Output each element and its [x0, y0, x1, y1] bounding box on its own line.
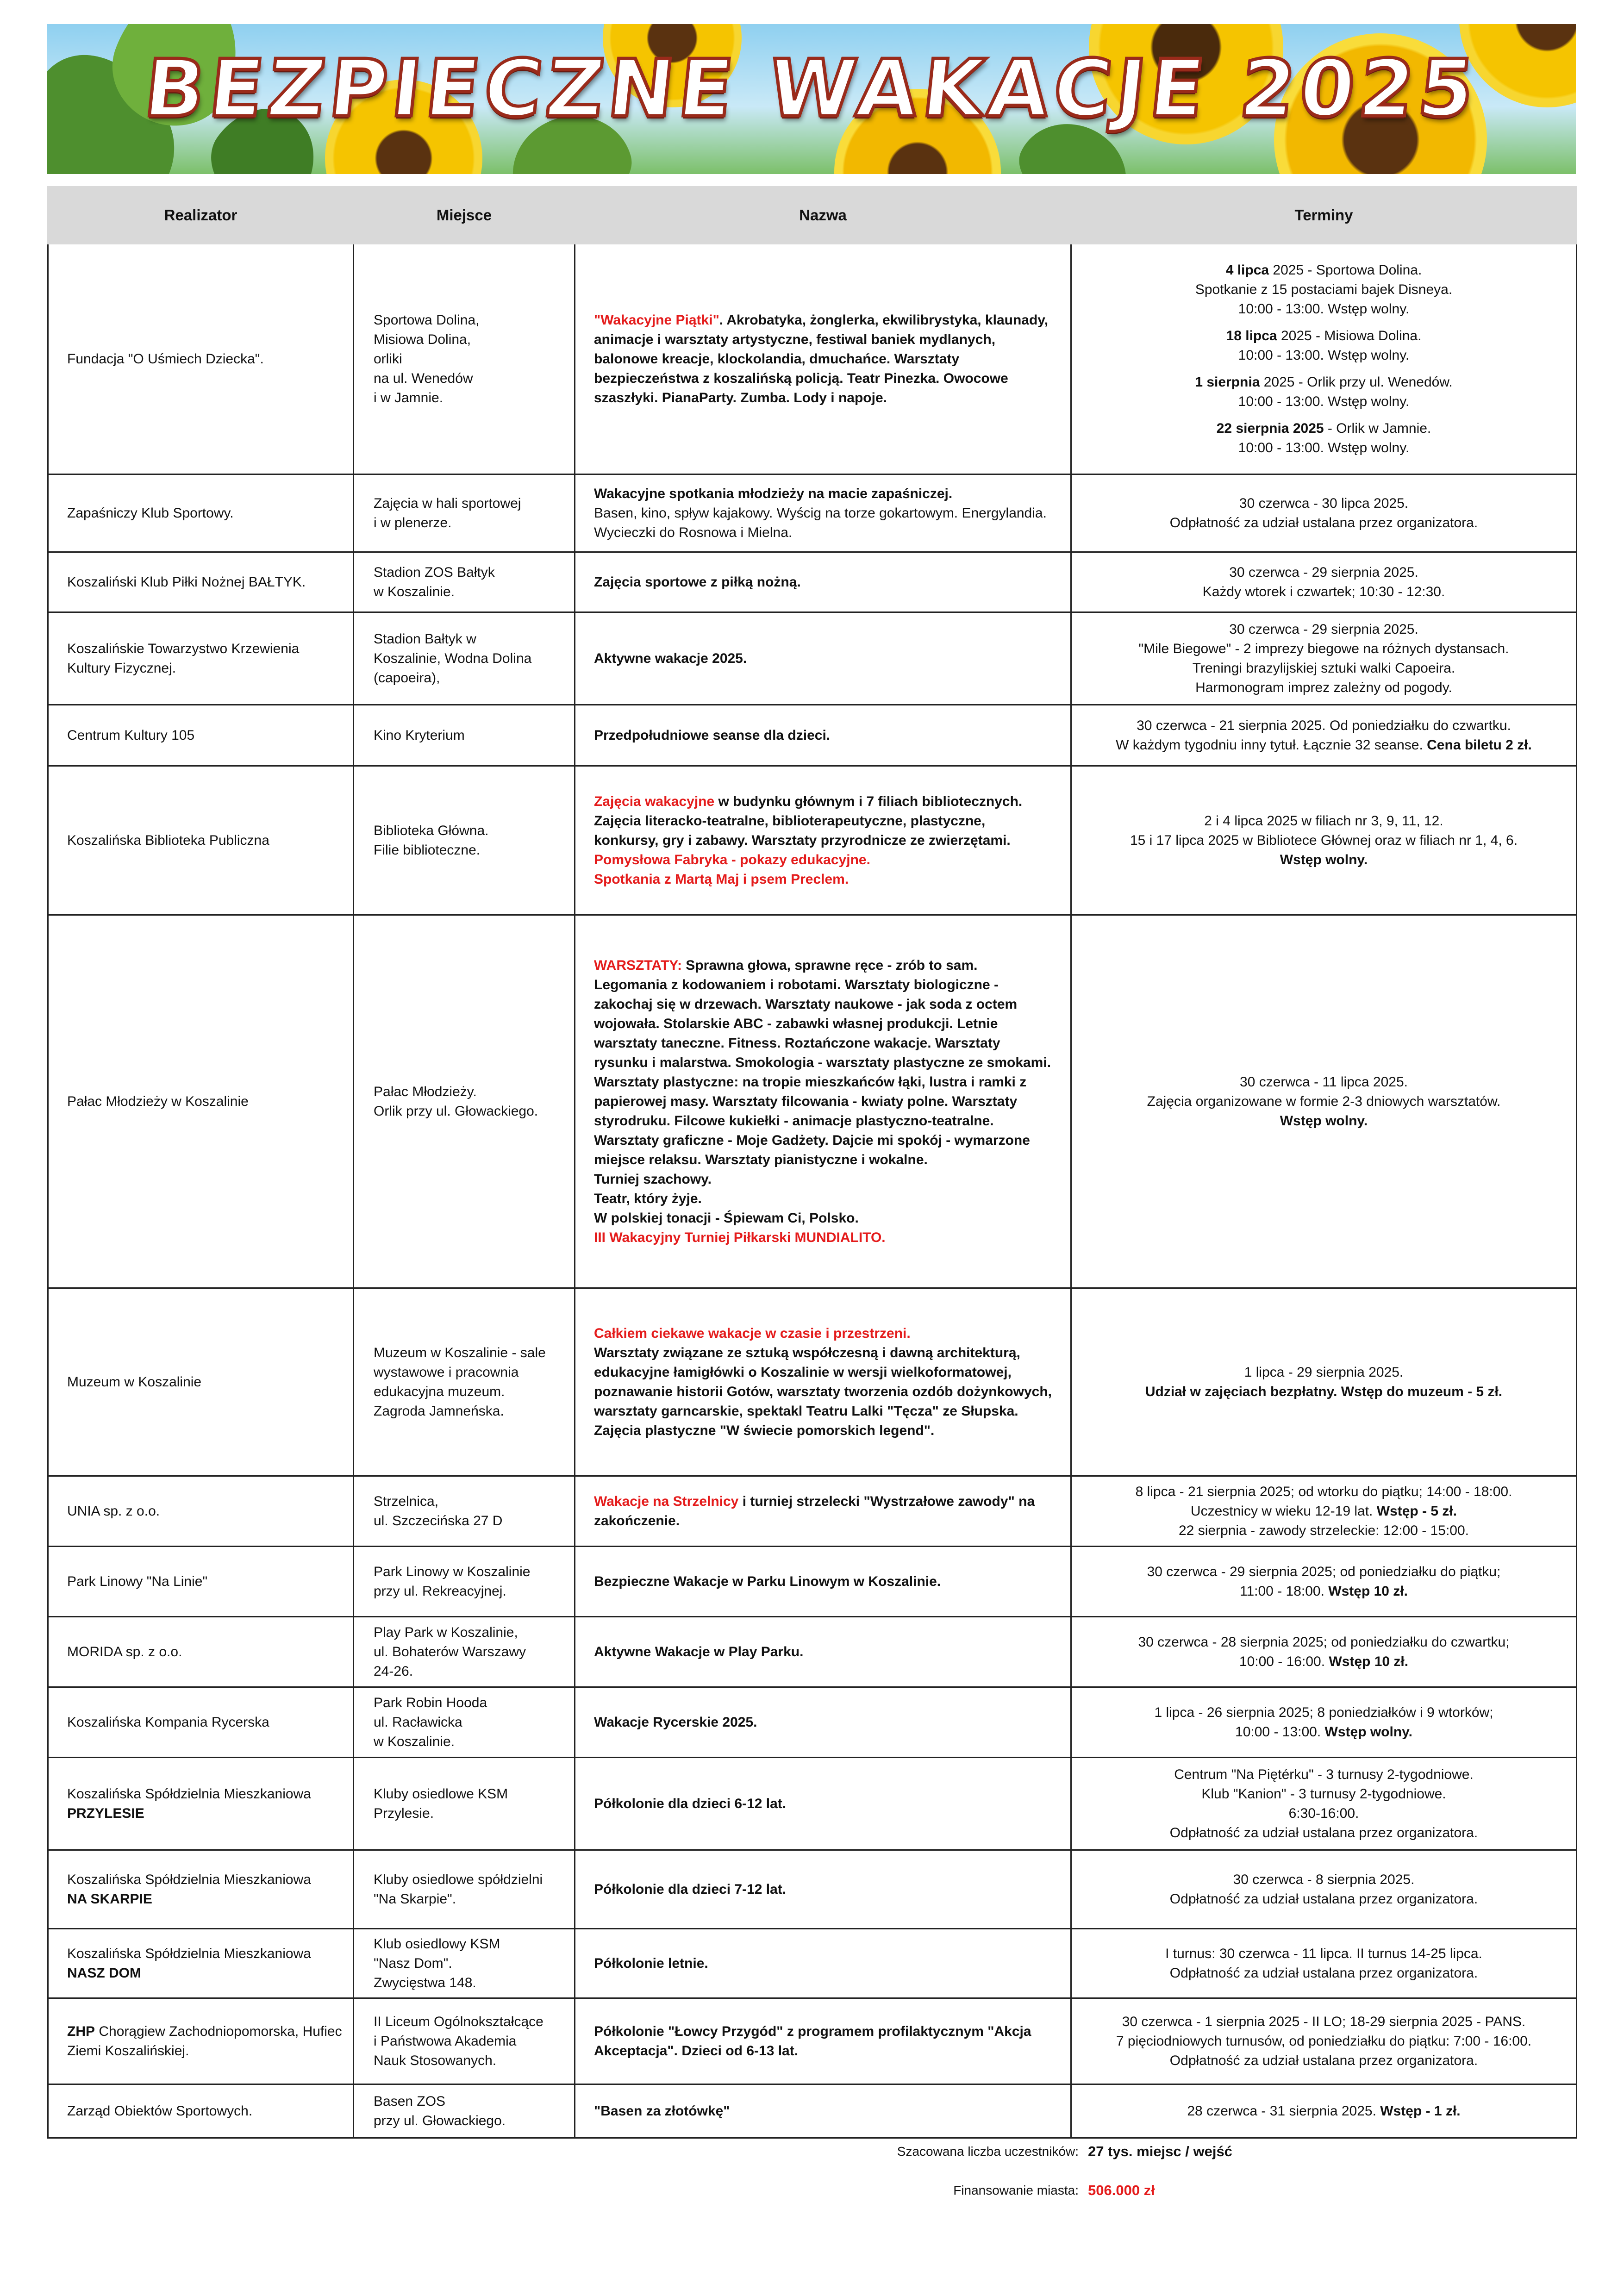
miejsce-line: ul. Bohaterów Warszawy [374, 1644, 526, 1660]
realizator-prefix: ZHP [67, 2023, 95, 2039]
terminy-paragraph [1078, 494, 1569, 533]
miejsce-line: Play Park w Koszalinie, [374, 1624, 518, 1640]
miejsce-line: Basen ZOS [374, 2093, 446, 2109]
table-row [48, 2084, 1577, 2138]
text-segment: Wstęp 10 zł. [1328, 1583, 1408, 1599]
terminy-paragraph [1078, 373, 1569, 412]
text-segment: 2025 - Sportowa Dolina. [1269, 262, 1422, 278]
text-segment: 6:30-16:00. [1288, 1805, 1359, 1821]
cell-realizator [48, 1288, 354, 1476]
realizator-name: Zapaśniczy Klub Sportowy. [67, 505, 234, 521]
realizator-name: UNIA sp. z o.o. [67, 1503, 160, 1519]
realizator-name: Zarząd Obiektów Sportowych. [67, 2103, 253, 2119]
miejsce-line: Kluby osiedlowe spółdzielni [374, 1872, 543, 1887]
table-row [48, 705, 1577, 766]
cell-nazwa [575, 1617, 1071, 1687]
text-segment: Całkiem ciekawe wakacje w czasie i przestrzeni. [594, 1325, 911, 1341]
text-segment: "Basen za złotówkę" [594, 2103, 730, 2119]
funding-label: Finansowanie miasta: [953, 2183, 1079, 2197]
table-row [48, 1687, 1577, 1758]
miejsce-line: Pałac Młodzieży. [374, 1084, 477, 1099]
text-segment: 30 czerwca - 29 sierpnia 2025. [1229, 564, 1418, 580]
terminy-paragraph [1078, 419, 1569, 458]
text-segment: Warsztaty związane ze sztuką współczesną i dawną architekturą, edukacyjne łamigłówki o Koszalinie w wersji wielkoformatowej, poznawanie historii Gotów, warsztaty tworzenia ozdób dożynkowych, warsztaty garncarskie, spektakl Teatru Lalki "Tęcza" ze Słupska. Zajęcia plastyczne "W świecie pomorskich legend". [594, 1345, 1052, 1438]
text-segment: Basen, kino, spływ kajakowy. Wyścig na torze gokartowym. Energylandia. Wycieczki do Rosnowa i Mielna. [594, 505, 1047, 540]
miejsce-line: Koszalinie, Wodna Dolina [374, 650, 532, 666]
text-segment: 2025 - Orlik przy ul. Wenedów. [1260, 374, 1453, 390]
realizator-name: Koszalińskie Towarzystwo Krzewienia Kultury Fizycznej. [67, 641, 300, 676]
text-segment: Półkolonie letnie. [594, 1955, 708, 1971]
events-table [47, 186, 1577, 2139]
miejsce-line: Muzeum w Koszalinie - sale [374, 1345, 546, 1360]
text-segment: Wakacje Rycerskie 2025. [594, 1714, 757, 1730]
realizator-name: Koszalińska Spółdzielnia Mieszkaniowa [67, 1872, 311, 1887]
funding-value: 506.000 zł [1088, 2182, 1155, 2198]
text-segment: 30 czerwca - 29 sierpnia 2025. [1229, 621, 1418, 637]
cell-realizator [48, 766, 354, 915]
text-segment: Turniej szachowy. [594, 1171, 712, 1187]
cell-realizator [48, 1687, 354, 1758]
text-segment: Odpłatność za udział ustalana przez organizatora. [1169, 1825, 1478, 1841]
text-segment: Udział w zajęciach bezpłatny. Wstęp do muzeum - 5 zł. [1145, 1384, 1503, 1399]
cell-miejsce [354, 612, 575, 705]
miejsce-line: ul. Szczecińska 27 D [374, 1513, 503, 1529]
realizator-name: Koszalińska Spółdzielnia Mieszkaniowa [67, 1786, 311, 1802]
text-segment: Wstęp - 5 zł. [1376, 1503, 1457, 1519]
cell-terminy [1071, 1687, 1577, 1758]
cell-miejsce [354, 1758, 575, 1850]
terminy-paragraph [1078, 261, 1569, 319]
text-segment: Półkolonie dla dzieci 7-12 lat. [594, 1881, 787, 1897]
miejsce-line: Misiowa Dolina, [374, 331, 471, 347]
text-segment: Harmonogram imprez zależny od pogody. [1195, 680, 1452, 695]
cell-realizator [48, 915, 354, 1288]
cell-nazwa [575, 244, 1071, 474]
text-segment: Każdy wtorek i czwartek; 10:30 - 12:30. [1202, 584, 1445, 599]
miejsce-line: Biblioteka Główna. [374, 823, 489, 838]
terminy-paragraph [1078, 1562, 1569, 1601]
text-segment: i turniej strzelecki "Wystrzałowe zawody" na zakończenie. [594, 1493, 1035, 1529]
miejsce-line: Nauk Stosowanych. [374, 2053, 497, 2068]
miejsce-line: Filie biblioteczne. [374, 842, 481, 858]
text-segment: "Wakacyjne Piątki" [594, 312, 719, 328]
text-segment: 30 czerwca - 21 sierpnia 2025. Od poniedziałku do czwartku. [1137, 718, 1511, 733]
miejsce-line: Zagroda Jamneńska. [374, 1403, 504, 1419]
miejsce-line: Park Linowy w Koszalinie [374, 1564, 531, 1579]
text-segment: Odpłatność za udział ustalana przez organizatora. [1169, 2053, 1478, 2068]
cell-nazwa [575, 2084, 1071, 2138]
miejsce-line: przy ul. Głowackiego. [374, 2113, 506, 2128]
terminy-paragraph [1078, 811, 1569, 870]
text-segment: Zajęcia sportowe z piłką nożną. [594, 574, 801, 590]
table-header-row [48, 187, 1577, 244]
realizator-name: Koszaliński Klub Piłki Nożnej BAŁTYK. [67, 574, 306, 590]
text-segment: Klub "Kanion" - 3 turnusy 2-tygodniowe. [1201, 1786, 1446, 1802]
miejsce-line: Sportowa Dolina, [374, 312, 480, 328]
cell-nazwa [575, 1850, 1071, 1929]
terminy-paragraph [1078, 1870, 1569, 1909]
text-segment: 30 czerwca - 11 lipca 2025. [1240, 1074, 1408, 1090]
text-segment: Sprawna głowa, sprawne ręce - zrób to sam. Legomania z kodowaniem i robotami. Warsztaty biologiczne - zakochaj się w drzewach. Warsztaty naukowe - jak soda z octem wojowała. Stolarskie ABC - zabawki własnej produkcji. Letnie warsztaty taneczne. Fitness. Roztańczone wakacje. Warsztaty rysunku i malarstwa. Smokologia - warsztaty plastyczne ze smokami. Warsztaty plastyczne: na tropie mieszkańców łąki, lustra i ramki z papierowej masy. Warsztaty filcowania - kwiaty polne. Warsztaty styrodruku. Filcowe kukiełki - animacje plastyczno-teatralne. Warsztaty graficzne - Moje Gadżety. Dajcie mi spokój - wymarzone miejsce relaksu. Warsztaty pianistyczne i wokalne. [594, 957, 1051, 1167]
text-segment: 22 sierpnia 2025 [1216, 420, 1324, 436]
text-segment: 15 i 17 lipca 2025 w Bibliotece Głównej oraz w filiach nr 1, 4, 6. [1130, 832, 1518, 848]
text-segment: 30 czerwca - 1 sierpnia 2025 - II LO; 18-29 sierpnia 2025 - PANS. [1122, 2014, 1526, 2029]
text-segment: 10:00 - 13:00. Wstęp wolny. [1238, 301, 1410, 317]
terminy-paragraph [1078, 2012, 1569, 2071]
text-segment: Półkolonie dla dzieci 6-12 lat. [594, 1796, 787, 1811]
table-row [48, 1850, 1577, 1929]
table-row [48, 552, 1577, 612]
realizator-name-bold: PRZYLESIE [67, 1805, 144, 1821]
text-segment: Odpłatność za udział ustalana przez organizatora. [1169, 1965, 1478, 1981]
miejsce-line: "Na Skarpie". [374, 1891, 456, 1907]
terminy-paragraph [1078, 1482, 1569, 1541]
cell-nazwa [575, 1687, 1071, 1758]
cell-nazwa [575, 612, 1071, 705]
text-segment: 28 czerwca - 31 sierpnia 2025. [1187, 2103, 1380, 2119]
miejsce-line: Stadion ZOS Bałtyk [374, 564, 495, 580]
table-row [48, 1288, 1577, 1476]
miejsce-line: wystawowe i pracownia [374, 1364, 519, 1380]
table-row [48, 612, 1577, 705]
cell-miejsce [354, 1998, 575, 2084]
text-segment: Aktywne wakacje 2025. [594, 650, 747, 666]
realizator-name: MORIDA sp. z o.o. [67, 1644, 182, 1660]
table-row [48, 1547, 1577, 1617]
text-segment: Wstęp wolny. [1280, 852, 1368, 867]
text-segment: 4 lipca [1225, 262, 1269, 278]
text-segment: 2025 - Misiowa Dolina. [1277, 328, 1422, 343]
cell-realizator [48, 1476, 354, 1547]
realizator-name-bold: NASZ DOM [67, 1965, 141, 1981]
cell-nazwa [575, 552, 1071, 612]
cell-miejsce [354, 1288, 575, 1476]
cell-realizator [48, 705, 354, 766]
text-segment: Centrum "Na Piętérku" - 3 turnusy 2-tygodniowe. [1174, 1766, 1474, 1782]
cell-terminy [1071, 552, 1577, 612]
text-segment: Odpłatność za udział ustalana przez organizatora. [1169, 1891, 1478, 1907]
table-row [48, 1929, 1577, 1998]
text-segment: W polskiej tonacji - Śpiewam Ci, Polsko. [594, 1210, 859, 1226]
table-row [48, 766, 1577, 915]
cell-miejsce [354, 1617, 575, 1687]
text-segment: - Orlik w Jamnie. [1324, 420, 1431, 436]
miejsce-line: Park Robin Hooda [374, 1695, 487, 1710]
column-header-terminy: Terminy [1071, 187, 1577, 244]
text-segment: Wakacje na Strzelnicy [594, 1493, 739, 1509]
text-segment: 30 czerwca - 29 sierpnia 2025; od poniedziałku do piątku; [1147, 1564, 1501, 1579]
participants-label: Szacowana liczba uczestników: [897, 2144, 1079, 2159]
realizator-name: Fundacja "O Uśmiech Dziecka". [67, 351, 264, 367]
cell-realizator [48, 1929, 354, 1998]
cell-terminy [1071, 2084, 1577, 2138]
realizator-name: Muzeum w Koszalinie [67, 1374, 202, 1390]
miejsce-line: Kino Kryterium [374, 727, 465, 743]
cell-nazwa [575, 1998, 1071, 2084]
text-segment: Odpłatność za udział ustalana przez organizatora. [1169, 515, 1478, 530]
text-segment: III Wakacyjny Turniej Piłkarski MUNDIALITO. [594, 1229, 886, 1245]
text-segment: Wstęp - 1 zł. [1380, 2103, 1461, 2119]
miejsce-line: Orlik przy ul. Głowackiego. [374, 1103, 538, 1119]
realizator-name: Park Linowy "Na Linie" [67, 1573, 208, 1589]
text-segment: 10:00 - 16:00. [1239, 1653, 1329, 1669]
text-segment: 10:00 - 13:00. Wstęp wolny. [1238, 393, 1410, 409]
cell-nazwa [575, 1929, 1071, 1998]
cell-nazwa [575, 766, 1071, 915]
table-row [48, 1758, 1577, 1850]
miejsce-line: II Liceum Ogólnokształcące [374, 2014, 543, 2029]
cell-miejsce [354, 1687, 575, 1758]
terminy-paragraph [1078, 1703, 1569, 1742]
miejsce-line: przy ul. Rekreacyjnej. [374, 1583, 506, 1599]
terminy-paragraph [1078, 1944, 1569, 1983]
text-segment: 8 lipca - 21 sierpnia 2025; od wtorku do piątku; 14:00 - 18:00. [1135, 1484, 1512, 1499]
terminy-paragraph [1078, 326, 1569, 365]
text-segment: Wakacyjne spotkania młodzieży na macie zapaśniczej. [594, 486, 953, 501]
cell-terminy [1071, 244, 1577, 474]
miejsce-line: i Państwowa Akademia [374, 2033, 517, 2049]
text-segment: 11:00 - 18:00. [1240, 1583, 1329, 1599]
cell-terminy [1071, 1547, 1577, 1617]
cell-realizator [48, 1547, 354, 1617]
text-segment: w budynku głównym i 7 filiach bibliotecznych. Zajęcia literacko-teatralne, biblioterapeutyczne, plastyczne, konkursy, gry i zabawy. Warsztaty przyrodnicze ze zwierzętami. [594, 793, 1023, 848]
miejsce-line: i w plenerze. [374, 515, 452, 530]
text-segment: 30 czerwca - 30 lipca 2025. [1239, 495, 1409, 511]
text-segment: Zajęcia wakacyjne [594, 793, 715, 809]
cell-miejsce [354, 552, 575, 612]
miejsce-line: na ul. Wenedów [374, 370, 473, 386]
cell-miejsce [354, 1476, 575, 1547]
terminy-paragraph [1078, 563, 1569, 602]
column-header-nazwa: Nazwa [575, 187, 1071, 244]
text-segment: 10:00 - 13:00. Wstęp wolny. [1238, 347, 1410, 363]
table-row [48, 244, 1577, 474]
cell-terminy [1071, 915, 1577, 1288]
cell-miejsce [354, 1547, 575, 1617]
realizator-name-bold: NA SKARPIE [67, 1891, 152, 1907]
miejsce-line: w Koszalinie. [374, 584, 455, 599]
cell-realizator [48, 612, 354, 705]
text-segment: Bezpieczne Wakacje w Parku Linowym w Koszalinie. [594, 1573, 941, 1589]
cell-terminy [1071, 1476, 1577, 1547]
text-segment: Pomysłowa Fabryka - pokazy edukacyjne. [594, 852, 870, 867]
text-segment: 1 lipca - 26 sierpnia 2025; 8 poniedziałków i 9 wtorków; [1154, 1704, 1493, 1720]
miejsce-line: Zwycięstwa 148. [374, 1975, 476, 1990]
cell-terminy [1071, 1288, 1577, 1476]
table-row [48, 1998, 1577, 2084]
text-segment: Spotkania z Martą Maj i psem Preclem. [594, 871, 849, 887]
column-header-miejsce: Miejsce [354, 187, 575, 244]
text-segment: Półkolonie "Łowcy Przygód" z programem profilaktycznym "Akcja Akceptacja". Dzieci od 6-13 lat. [594, 2023, 1031, 2059]
cell-realizator [48, 244, 354, 474]
table-row [48, 915, 1577, 1288]
cell-terminy [1071, 766, 1577, 915]
text-segment: 10:00 - 13:00. [1235, 1724, 1325, 1740]
text-segment: 10:00 - 13:00. Wstęp wolny. [1238, 440, 1410, 455]
miejsce-line: Strzelnica, [374, 1493, 439, 1509]
text-segment: Treningi brazylijskiej sztuki walki Capoeira. [1192, 660, 1455, 676]
miejsce-line: (capoeira), [374, 670, 440, 686]
cell-realizator [48, 1758, 354, 1850]
miejsce-line: Przylesie. [374, 1805, 434, 1821]
text-segment: Aktywne Wakacje w Play Parku. [594, 1644, 804, 1660]
miejsce-line: w Koszalinie. [374, 1734, 455, 1749]
realizator-name: Chorągiew Zachodniopomorska, Hufiec Ziemi Koszalińskiej. [67, 2023, 342, 2059]
text-segment: Przedpołudniowe seanse dla dzieci. [594, 727, 831, 743]
participants-value: 27 tys. miejsc / wejść [1088, 2143, 1232, 2159]
terminy-paragraph [1078, 1073, 1569, 1131]
cell-terminy [1071, 1617, 1577, 1687]
cell-nazwa [575, 474, 1071, 552]
realizator-name: Centrum Kultury 105 [67, 727, 195, 743]
cell-terminy [1071, 1758, 1577, 1850]
cell-miejsce [354, 915, 575, 1288]
text-segment: 2 i 4 lipca 2025 w filiach nr 3, 9, 11, 12. [1204, 813, 1443, 829]
cell-miejsce [354, 1929, 575, 1998]
miejsce-line: edukacyjna muzeum. [374, 1384, 505, 1399]
column-header-realizator: Realizator [48, 187, 354, 244]
text-segment: "Mile Biegowe" - 2 imprezy biegowe na różnych dystansach. [1138, 641, 1509, 656]
cell-miejsce [354, 474, 575, 552]
cell-miejsce [354, 2084, 575, 2138]
cell-nazwa [575, 1476, 1071, 1547]
text-segment: 30 czerwca - 28 sierpnia 2025; od poniedziałku do czwartku; [1138, 1634, 1510, 1650]
cell-nazwa [575, 1758, 1071, 1850]
cell-realizator [48, 474, 354, 552]
cell-miejsce [354, 244, 575, 474]
cell-terminy [1071, 1929, 1577, 1998]
text-segment: 30 czerwca - 8 sierpnia 2025. [1233, 1872, 1415, 1887]
realizator-name: Pałac Młodzieży w Koszalinie [67, 1093, 249, 1109]
cell-miejsce [354, 1850, 575, 1929]
cell-terminy [1071, 1998, 1577, 2084]
cell-miejsce [354, 766, 575, 915]
table-row [48, 1476, 1577, 1547]
text-segment: 1 sierpnia [1195, 374, 1260, 390]
text-segment: 18 lipca [1226, 328, 1277, 343]
realizator-name: Koszalińska Spółdzielnia Mieszkaniowa [67, 1946, 311, 1961]
text-segment: . Akrobatyka, żonglerka, ekwilibrystyka, klaunady, animacje i warsztaty artystyczne, festiwal baniek mydlanych, balonowe kreacje, klockolandia, dmuchańce. Warsztaty bezpieczeństwa z koszalińską policją. Teatr Pinezka. Owocowe szaszłyki. PianaParty. Zumba. Lody i napoje. [594, 312, 1049, 406]
cell-nazwa [575, 915, 1071, 1288]
text-segment: Teatr, który żyje. [594, 1191, 702, 1206]
text-segment: Uczestnicy w wieku 12-19 lat. [1190, 1503, 1377, 1519]
cell-realizator [48, 2084, 354, 2138]
cell-terminy [1071, 705, 1577, 766]
terminy-paragraph [1078, 620, 1569, 698]
text-segment: Cena biletu 2 zł. [1427, 737, 1532, 753]
text-segment: Wstęp 10 zł. [1329, 1653, 1409, 1669]
realizator-name: Koszalińska Kompania Rycerska [67, 1714, 269, 1730]
realizator-name: Koszalińska Biblioteka Publiczna [67, 832, 269, 848]
table-row [48, 474, 1577, 552]
miejsce-line: "Nasz Dom". [374, 1955, 452, 1971]
text-segment: Zajęcia organizowane w formie 2-3 dniowych warsztatów. [1147, 1093, 1501, 1109]
cell-nazwa [575, 1547, 1071, 1617]
cell-terminy [1071, 474, 1577, 552]
terminy-paragraph [1078, 2102, 1569, 2121]
cell-terminy [1071, 1850, 1577, 1929]
text-segment: 1 lipca - 29 sierpnia 2025. [1244, 1364, 1404, 1380]
text-segment: 22 sierpnia - zawody strzeleckie: 12:00 - 15:00. [1179, 1522, 1469, 1538]
cell-realizator [48, 1617, 354, 1687]
cell-realizator [48, 1998, 354, 2084]
text-segment: WARSZTATY: [594, 957, 682, 973]
banner-title [47, 24, 1576, 174]
cell-realizator [48, 552, 354, 612]
miejsce-line: Zajęcia w hali sportowej [374, 495, 521, 511]
cell-realizator [48, 1850, 354, 1929]
terminy-paragraph [1078, 716, 1569, 755]
terminy-paragraph [1078, 1633, 1569, 1672]
miejsce-line: orliki [374, 351, 402, 367]
text-segment: I turnus: 30 czerwca - 11 lipca. II turnus 14-25 lipca. [1165, 1946, 1482, 1961]
text-segment: 7 pięciodniowych turnusów, od poniedziałku do piątku: 7:00 - 16:00. [1116, 2033, 1532, 2049]
miejsce-line: Kluby osiedlowe KSM [374, 1786, 508, 1802]
banner-title-text: BEZPIECZNE WAKACJE 2025 [140, 43, 1483, 135]
header-banner [47, 24, 1576, 174]
cell-nazwa [575, 705, 1071, 766]
miejsce-line: Stadion Bałtyk w [374, 631, 476, 647]
cell-nazwa [575, 1288, 1071, 1476]
miejsce-line: Klub osiedlowy KSM [374, 1936, 500, 1952]
miejsce-line: ul. Racławicka [374, 1714, 462, 1730]
terminy-paragraph [1078, 1363, 1569, 1402]
terminy-paragraph [1078, 1765, 1569, 1843]
text-segment: Wstęp wolny. [1324, 1724, 1412, 1740]
table-row [48, 1617, 1577, 1687]
miejsce-line: 24-26. [374, 1663, 413, 1679]
miejsce-line: i w Jamnie. [374, 390, 443, 406]
cell-miejsce [354, 705, 575, 766]
text-segment: Spotkanie z 15 postaciami bajek Disneya. [1195, 281, 1453, 297]
text-segment: W każdym tygodniu inny tytuł. Łącznie 32 seanse. [1116, 737, 1427, 753]
text-segment: Wstęp wolny. [1280, 1113, 1368, 1129]
cell-terminy [1071, 612, 1577, 705]
